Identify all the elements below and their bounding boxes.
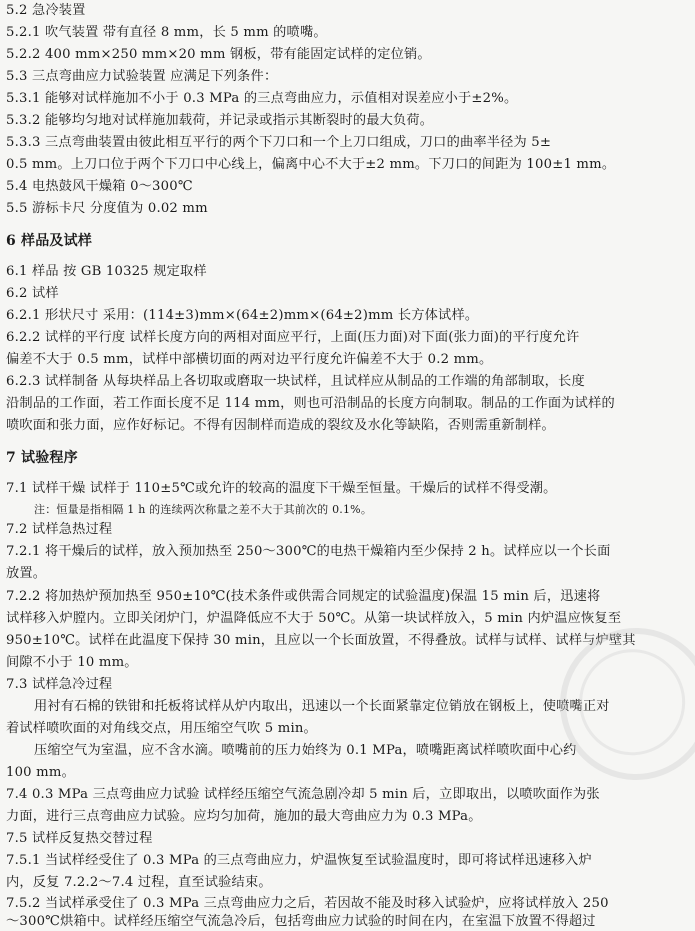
clause-7-3-para-1: 用衬有石棉的铁钳和托板将试样从炉内取出，迅速以一个长面紧靠定位销放在钢板上，使喷嘴正对 xyxy=(34,699,610,714)
clause-7-1-note: 注：恒量是指相隔 1 h 的连续两次称量之差不大于其前次的 0.1%。 xyxy=(34,503,373,516)
clause-7-4-cont: 力面，进行三点弯曲应力试验。应均匀加荷，施加的最大弯曲应力为 0.3 MPa。 xyxy=(6,809,482,824)
clause-7-3: 7.3 试样急冷过程 xyxy=(6,677,113,692)
clause-7-5-2-cont: ～300℃烘箱中。试样经压缩空气流急冷后，包括弯曲应力试验的时间在内，在室温下放置不得超过 xyxy=(6,914,596,929)
clause-7-2-1-cont: 放置。 xyxy=(6,566,47,581)
clause-5-3: 5.3 三点弯曲应力试验装置 应满足下列条件： xyxy=(6,69,278,84)
clause-7-4: 7.4 0.3 MPa 三点弯曲应力试验 试样经压缩空气流急剧冷却 5 min 后，立即取出，以喷吹面作为张 xyxy=(6,787,600,802)
clause-5-3-3: 5.3.3 三点弯曲装置由彼此相互平行的两个下刀口和一个上刀口组成，刀口的曲率半径为 5± xyxy=(6,135,552,150)
clause-7-5-2: 7.5.2 当试样承受住了 0.3 MPa 三点弯曲应力之后，若因故不能及时移入试验炉，应将试样放入 250 xyxy=(6,896,609,911)
clause-7-3-para-1-cont: 着试样喷吹面的对角线交点，用压缩空气吹 5 min。 xyxy=(6,721,317,736)
clause-6-2-3-cont-1: 沿制品的工作面，若工作面长度不足 114 mm，则也可沿制品的长度方向制取。制品的工作面为试样的 xyxy=(6,396,615,411)
section-6-heading: 6 样品及试样 xyxy=(6,233,93,249)
clause-5-2-1: 5.2.1 吹气装置 带有直径 8 mm，长 5 mm 的喷嘴。 xyxy=(6,25,327,40)
clause-6-2-1: 6.2.1 形状尺寸 采用：(114±3)mm×(64±2)mm×(64±2)mm 长方体试样。 xyxy=(6,308,479,323)
clause-5-4: 5.4 电热鼓风干燥箱 0～300℃ xyxy=(6,179,193,194)
clause-5-3-3-cont: 0.5 mm。上刀口位于两个下刀口中心线上，偏离中心不大于±2 mm。下刀口的间距为 100±1 mm。 xyxy=(6,157,616,172)
clause-7-5-1-cont: 内，反复 7.2.2～7.4 过程，直至试验结束。 xyxy=(6,875,272,890)
section-7-heading: 7 试验程序 xyxy=(6,450,78,466)
clause-7-2-2: 7.2.2 将加热炉预加热至 950±10℃(技术条件或供需合同规定的试验温度)保温 15 min 后，迅速将 xyxy=(6,589,601,604)
clause-7-2: 7.2 试样急热过程 xyxy=(6,522,113,537)
clause-6-2-3-cont-2: 喷吹面和张力面，应作好标记。不得有因制样而造成的裂纹及水化等缺陷，否则需重新制样。 xyxy=(6,418,555,433)
clause-5-3-1: 5.3.1 能够对试样施加不小于 0.3 MPa 的三点弯曲应力，示值相对误差应小于±2%。 xyxy=(6,91,518,106)
clause-7-3-para-2-cont: 100 mm。 xyxy=(6,765,75,780)
clause-6-2-2-cont: 偏差不大于 0.5 mm，试样中部横切面的两对边平行度允许偏差不大于 0.2 mm。 xyxy=(6,352,493,367)
clause-5-2-2: 5.2.2 400 mm×250 mm×20 mm 钢板，带有能固定试样的定位销。 xyxy=(6,47,431,62)
clause-7-3-para-2: 压缩空气为室温，应不含水滴。喷嘴前的压力始终为 0.1 MPa，喷嘴距离试样喷吹面中心约 xyxy=(34,743,577,758)
clause-7-5: 7.5 试样反复热交替过程 xyxy=(6,831,153,846)
watermark-seal-inner xyxy=(564,634,695,770)
clause-6-1: 6.1 样品 按 GB 10325 规定取样 xyxy=(6,264,207,279)
clause-5-2: 5.2 急冷装置 xyxy=(6,3,86,18)
clause-5-3-2: 5.3.2 能够均匀地对试样施加载荷，并记录或指示其断裂时的最大负荷。 xyxy=(6,113,434,128)
clause-7-1: 7.1 试样干燥 试样于 110±5℃或允许的较高的温度下干燥至恒量。干燥后的试样不得受潮。 xyxy=(6,481,557,496)
clause-7-2-2-cont-2: 950±10℃。试样在此温度下保持 30 min，且应以一个长面放置，不得叠放。试样与试样、试样与炉壁其 xyxy=(6,633,636,648)
clause-7-2-1: 7.2.1 将干燥后的试样，放入预加热至 250～300℃的电热干燥箱内至少保持 2 h。试样应以一个长面 xyxy=(6,544,611,559)
clause-7-2-2-cont-1: 试样移入炉膛内。立即关闭炉门，炉温降低应不大于 50℃。从第一块试样放入，5 min 内炉温应恢复至 xyxy=(6,611,622,626)
clause-7-5-1: 7.5.1 当试样经受住了 0.3 MPa 的三点弯曲应力，炉温恢复至试验温度时，即可将试样迅速移入炉 xyxy=(6,853,592,868)
clause-6-2: 6.2 试样 xyxy=(6,286,59,301)
clause-6-2-2: 6.2.2 试样的平行度 试样长度方向的两相对面应平行，上面(压力面)对下面(张力面)的平行度允许 xyxy=(6,330,580,345)
clause-6-2-3: 6.2.3 试样制备 从每块样品上各切取或磨取一块试样，且试样应从制品的工作端的角部制取，长度 xyxy=(6,374,585,389)
clause-7-2-2-cont-3: 间隙不小于 10 mm。 xyxy=(6,655,138,670)
clause-5-5: 5.5 游标卡尺 分度值为 0.02 mm xyxy=(6,201,208,216)
